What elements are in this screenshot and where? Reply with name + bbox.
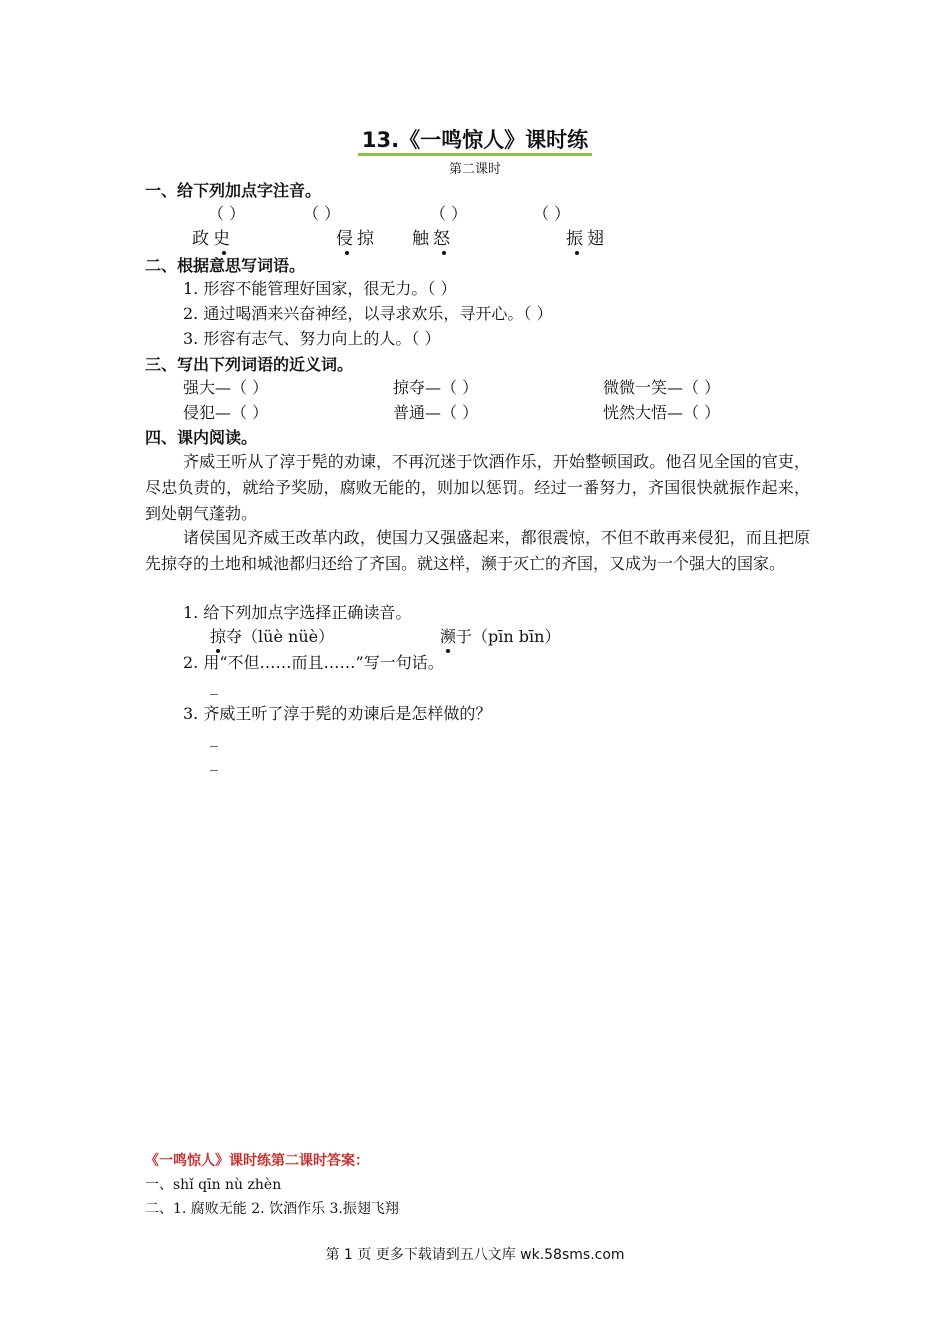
s3-r2-1: 侵犯—（ ） xyxy=(183,403,269,422)
answers-heading: 《一鸣惊人》课时练第二课时答案： xyxy=(145,1153,369,1169)
q3-answer-line-2[interactable]: _ xyxy=(210,752,218,771)
paren-1: （ ） xyxy=(208,204,246,223)
q1-option-bin: 濒于（pīn bīn） xyxy=(440,624,560,647)
paren-3: （ ） xyxy=(430,204,468,223)
answers-line-1: 一、shǐ qīn nù zhèn xyxy=(145,1177,282,1193)
reading-paragraph-1: 齐威王听从了淳于髡的劝谏，不再沉迷于饮酒作乐，开始整顿国政。他召见全国的官吏，尽忠负责的，就给予奖励，腐败无能的，则加以惩罚。经过一番努力，齐国很快就振作起来，到处朝气蓬勃。 xyxy=(145,452,810,523)
s3-r1-1: 强大—（ ） xyxy=(183,378,269,397)
reading-q1: 1. 给下列加点字选择正确读音。 xyxy=(183,603,412,622)
s3-r2-3: 恍然大悟—（ ） xyxy=(603,403,721,422)
reading-paragraph-2: 诸侯国见齐威王改革内政，使国力又强盛起来，都很震惊，不但不敢再来侵犯，而且把原先掠夺的土地和城池都归还给了齐国。就这样，濒于灭亡的齐国，又成为一个强大的国家。 xyxy=(145,528,810,573)
q2-answer-line[interactable]: _ xyxy=(210,676,218,695)
q1-option-lue: 掠夺（lüè nüè） xyxy=(210,624,334,647)
section-4-heading: 四、课内阅读。 xyxy=(145,428,258,447)
word-zhenchi: 振翅 xyxy=(566,224,608,249)
page-title: 13.《一鸣惊人》课时练 xyxy=(0,124,950,154)
page-footer: 第 1 页 更多下载请到五八文库 wk.58sms.com xyxy=(325,1247,625,1263)
s2-item-2: 2. 通过喝酒来兴奋神经，以寻求欢乐，寻开心。（ ） xyxy=(183,304,553,323)
reading-q2: 2. 用“不但……而且……”写一句话。 xyxy=(183,653,444,672)
s3-r1-3: 微微一笑—（ ） xyxy=(603,378,721,397)
s3-r2-2: 普通—（ ） xyxy=(393,403,479,422)
word-qinlue: 侵掠 xyxy=(336,224,378,249)
section-3-heading: 三、写出下列词语的近义词。 xyxy=(145,355,354,374)
s2-item-1: 1. 形容不能管理好国家，很无力。（ ） xyxy=(183,279,457,298)
word-zhengshi: 政史 xyxy=(192,224,234,249)
paren-2: （ ） xyxy=(303,204,341,223)
s3-r1-2: 掠夺—（ ） xyxy=(393,378,479,397)
s2-item-3: 3. 形容有志气、努力向上的人。（ ） xyxy=(183,329,441,348)
reading-q3: 3. 齐威王听了淳于髡的劝谏后是怎样做的？ xyxy=(183,704,492,723)
page-subtitle: 第二课时 xyxy=(448,162,501,177)
section-1-heading: 一、给下列加点字注音。 xyxy=(145,181,322,200)
word-chunu: 触怒 xyxy=(412,224,454,249)
answers-line-2: 二、1. 腐败无能 2. 饮酒作乐 3.振翅飞翔 xyxy=(145,1201,399,1217)
paren-4: （ ） xyxy=(533,204,571,223)
section-2-heading: 二、根据意思写词语。 xyxy=(145,256,306,275)
q3-answer-line-1[interactable]: _ xyxy=(210,728,218,747)
